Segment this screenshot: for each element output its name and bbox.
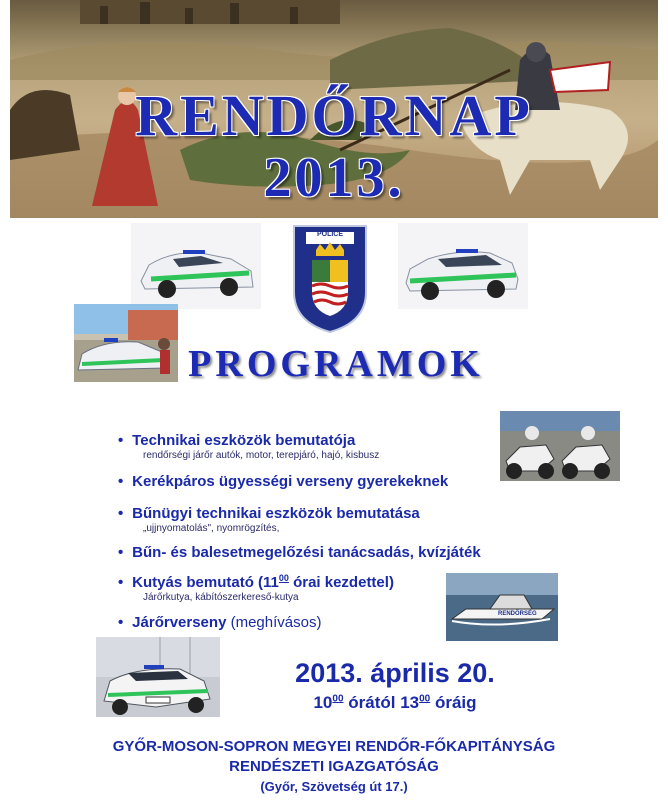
programs-heading: PROGRAMOK [188,343,484,385]
audi-event-photo [74,304,178,382]
program-item-text: Bűn- és balesetmegelőzési tanácsadás, kvízjáték [132,544,481,561]
program-item-details: „ujjnyomatolás", nyomrögzítés, [143,523,280,534]
program-item-details: rendőrségi járőr autók, motor, terepjáró, hajó, kisbusz [143,450,380,461]
event-date: 2013. április 20. [295,658,495,688]
badge-label: POLICE [316,231,344,238]
event-time [230,693,560,713]
program-item-note: (meghívásos) [226,614,322,631]
program-item: • Bűn- és balesetmegelőzési tanácsadás, kvízjáték [118,544,481,561]
police-car-photo-left [131,223,261,309]
boat-label: RENDŐRSÉG [498,611,537,617]
time-mid: órától 13 [348,693,420,712]
program-item-text: Technikai eszközök bemutatója [132,432,356,449]
audi-tt-photo [96,637,220,717]
poster-year: 2013. [263,147,405,209]
police-boat-photo [446,573,558,641]
time-start-min: 00 [332,693,344,705]
poster-title: RENDŐRNAP [135,83,533,148]
program-item: • Kutyás bemutató ($11^{00}$ órai kezdettel) Járőrkutya, kábítószerkereső-kutya [118,573,394,603]
program-item-text: Kutyás bemutató (11 [132,574,279,591]
police-car-photo-right [398,223,528,309]
time-start-hour: 10 [313,693,333,712]
program-item: • Kerékpáros ügyességi verseny gyerekeknek [118,473,449,490]
program-item-text: Kerékpáros ügyességi verseny gyerekeknek [132,473,449,490]
time-end-min: 00 [419,693,431,705]
police-badge [290,222,370,334]
program-item-text: Járőrverseny [132,614,227,631]
program-item-time-superscript: 00 [278,573,289,583]
header-painting [10,0,658,218]
program-item-text: Bűnügyi technikai eszközök bemutatása [132,505,420,522]
program-item: • Járőrverseny (meghívásos) [118,614,322,631]
organizer-address: (Győr, Szövetség út 17.) [260,779,408,794]
time-end: óráig [434,693,477,712]
program-item: • Bűnügyi technikai eszközök bemutatása „ujjnyomatolás", nyomrögzítés, [118,505,420,534]
program-item: • Technikai eszközök bemutatója rendőrségi járőr autók, motor, terepjáró, hajó, kisbusz [118,432,380,461]
motorcycle-photo [500,411,620,481]
organizer-department: RENDÉSZETI IGAZGATÓSÁG [229,758,439,775]
program-item-text-end: órai kezdettel) [288,574,394,591]
organizer-name: GYŐR-MOSON-SOPRON MEGYEI RENDŐR-FŐKAPITÁNYSÁG [112,738,556,755]
program-item-details: Járőrkutya, kábítószerkereső-kutya [143,592,299,603]
